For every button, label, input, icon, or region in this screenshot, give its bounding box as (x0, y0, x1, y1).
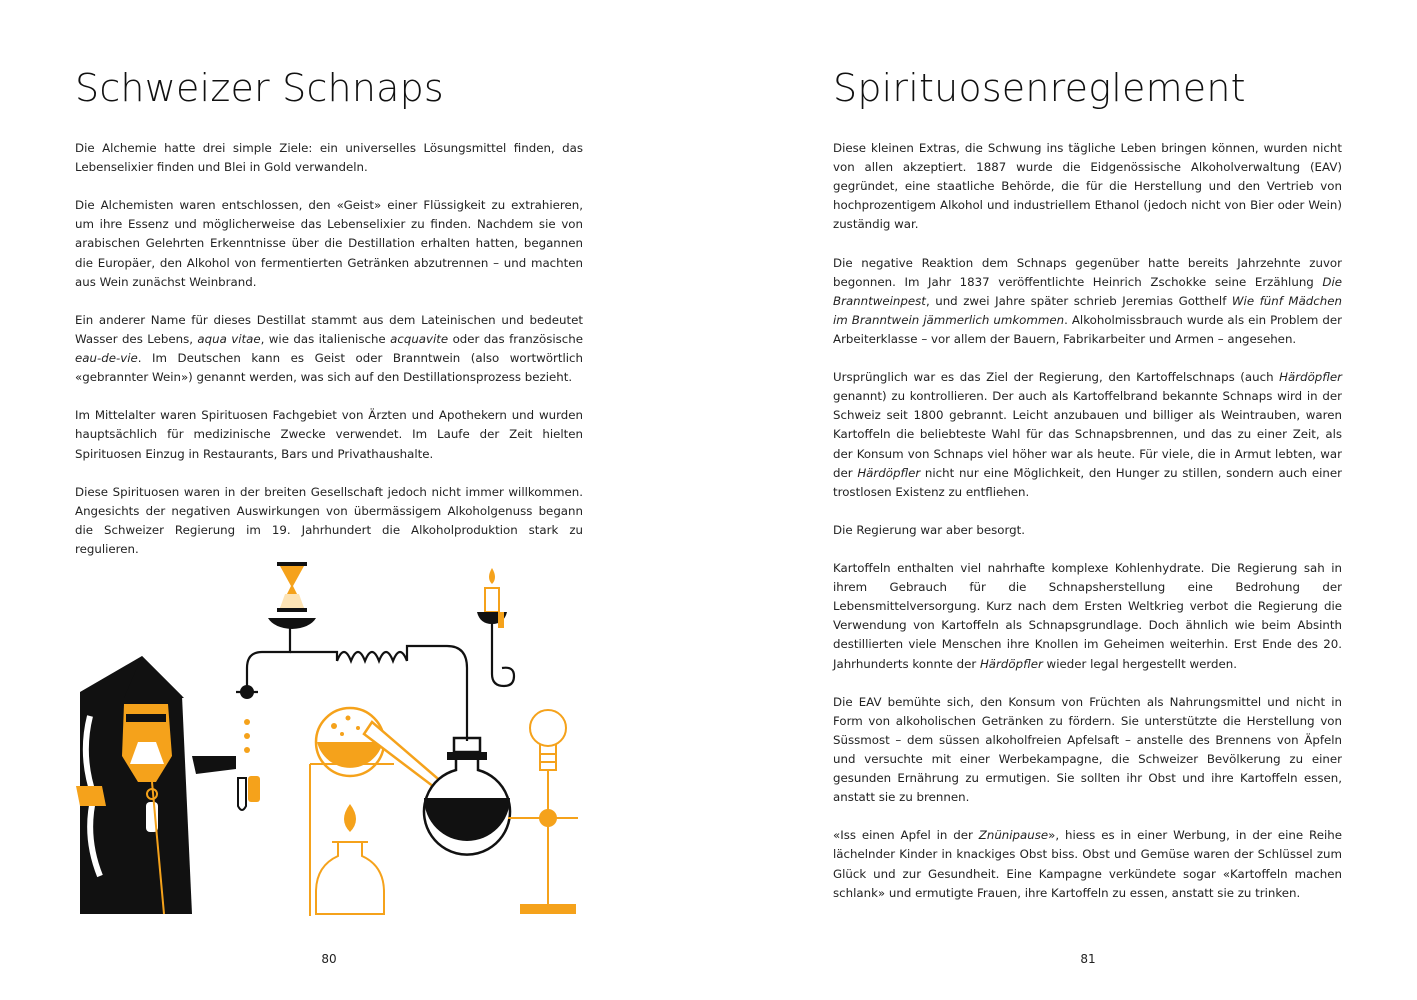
italic-term: Die Branntweinpest (833, 274, 1342, 308)
paragraph: Die Alchemie hatte drei simple Ziele: ein universelles Lösungsmittel finden, das Lebenselixier finden und Blei in Gold verwandeln. (75, 141, 583, 175)
body-text (75, 139, 583, 578)
italic-term: Wie fünf Mädchen im Branntwein jämmerlich umkommen (833, 293, 1342, 327)
page-number: 81 (1080, 952, 1096, 966)
paragraph: Die EAV bemühte sich, den Konsum von Früchten als Nahrungsmittel und nicht in Form von alkoholischen Getränken zu fördern. Sie unterstützte die Herstellung von Süssmost – dem süssen alkoholfreien Apfelsaft – anstelle des Brennens von Äpfeln und versuchte mit einer Werbekampagne, die Schweizer Bevölkerung zu einer gesunden Ernährung zu ermutigen. Sie sollten ihr Obst und ihre Kartoffeln essen, anstatt sie zu brennen. (833, 694, 1342, 805)
right-page (708, 0, 1417, 1000)
paragraph: «Iss einen Apfel in der Znünipause», hiess es in einer Werbung, in der eine Reihe lächelnder Kinder in knackiges Obst biss. Obst und Gemüse waren der Schlüssel zum Glück und zur Gesundheit. Eine Kampagne verkündete sogar «Kartoffeln machen schlank» und ermutigte Frauen, ihre Kartoffeln zu essen, anstatt sie zu trinken. (833, 828, 1342, 900)
paragraph: Im Mittelalter waren Spirituosen Fachgebiet von Ärzten und Apothekern und wurden hauptsächlich für medizinische Zwecke verwendet. Im Laufe der Zeit hielten Spirituosen Einzug in Restaurants, Bars und Privathaushalte. (75, 408, 583, 461)
body-text (833, 139, 1342, 922)
lightbulb-icon (508, 710, 578, 906)
round-flask-icon (424, 738, 510, 855)
paragraph: Die Regierung war aber besorgt. (833, 522, 1026, 537)
italic-term: acquavite (390, 331, 449, 346)
hourglass-icon (268, 562, 316, 629)
paragraph: Ursprünglich war es das Ziel der Regierung, den Kartoffelschnaps (auch Härdöpfler genannt) zu kontrollieren. Der auch als Kartoffelbrand bekannte Schnaps wird in der Schweiz seit 1800 gebrannt. Leicht anzubauen und billiger als Weintrauben, waren Kartoffeln die beliebteste Wahl für das Schnapsbrennen, und das zu einer Zeit, als der Konsum von Schnaps viel höher war als heute. Für viele, die in Armut lebten, war der Härdöpfler nicht nur eine Möglichkeit, den Hunger zu stillen, sondern auch einer trostlosen Existenz zu entfliehen. (833, 370, 1342, 499)
alchemist-figure-icon (76, 656, 260, 914)
paragraph: Ein anderer Name für dieses Destillat stammt aus dem Lateinischen und bedeutet Wasser des Lebens, aqua vitae, wie das italienische acquavite oder das französische eau-de-vie. Im Deutschen kann es Geist oder Branntwein (also wortwörtlich «gebrannter Wein») genannt werden, was sich auf den Destillationsprozess bezieht. (75, 312, 583, 385)
page-title: Schweizer Schnaps (75, 66, 444, 110)
page-title: Spirituosenreglement (833, 66, 1246, 110)
page-number: 80 (321, 952, 337, 966)
italic-term: eau-de-vie (75, 351, 138, 366)
left-page (0, 0, 708, 1000)
italic-term: Härdöpfler (857, 465, 921, 480)
paragraph: Die negative Reaktion dem Schnaps gegenüber hatte bereits Jahrzehnte zuvor begonnen. Im Jahr 1837 veröffentlichte Heinrich Zschokke seine Erzählung Die Branntweinpest, und zwei Jahre später schrieb Jeremias Gotthelf Wie fünf Mädchen im Branntwein jämmerlich umkommen. Alkoholmissbrauch wurde als ein Problem der Arbeiterklasse – vor allem der Bauern, Fabrikarbeiter und Armen – angesehen. (833, 255, 1342, 346)
italic-term: Härdöpfler (979, 656, 1043, 671)
paragraph: Kartoffeln enthalten viel nahrhafte komplexe Kohlenhydrate. Die Regierung sah in ihrem Gebrauch für die Schnapsherstellung eine Bedrohung der Lebensmittelversorgung. Kurz nach dem Ersten Weltkrieg verbot die Regierung die Verwendung von Kartoffeln als Schnapsgrundlage. Doch ähnlich wie beim Absinth destillierten viele Menschen ihre Knollen im Geheimen weiterhin. Erst Ende des 20. Jahrhunderts konnte der Härdöpfler wieder legal hergestellt werden. (833, 561, 1342, 671)
paragraph: Die Alchemisten waren entschlossen, den «Geist» einer Flüssigkeit zu extrahieren, um ihre Essenz und möglicherweise das Lebenselixier zu finden. Nachdem sie von arabischen Gelehrten Erkenntnisse über die Destillation erhalten hatten, begannen die Europäer, den Alkohol von fermentierten Getränken abzutrennen – und machten aus Wein zunächst Weinbrand. (75, 198, 583, 289)
retort-flask-icon (316, 708, 444, 790)
paragraph: Diese kleinen Extras, die Schwung ins tägliche Leben bringen können, wurden nicht von allen akzeptiert. 1887 wurde die Eidgenössische Alkoholverwaltung (EAV) gegründet, eine staatliche Behörde, die für die Herstellung und den Vertrieb von hochprozentigem Alkohol und industriellem Ethanol (jedoch nicht von Bier oder Wein) zuständig war. (833, 141, 1342, 232)
alchemist-illustration (72, 556, 582, 918)
italic-term: Znünipause (978, 828, 1049, 843)
italic-term: aqua vitae (197, 331, 261, 346)
burner-icon (316, 804, 384, 914)
paragraph: Diese Spirituosen waren in der breiten Gesellschaft jedoch nicht immer willkommen. Angesichts der negativen Auswirkungen von übermässigem Alkoholgenuss begann die Schweizer Regierung im 19. Jahrhundert die Alkoholproduktion stark zu regulieren. (75, 484, 583, 556)
italic-term: Härdöpfler (1279, 370, 1342, 385)
candle-icon (477, 568, 507, 628)
